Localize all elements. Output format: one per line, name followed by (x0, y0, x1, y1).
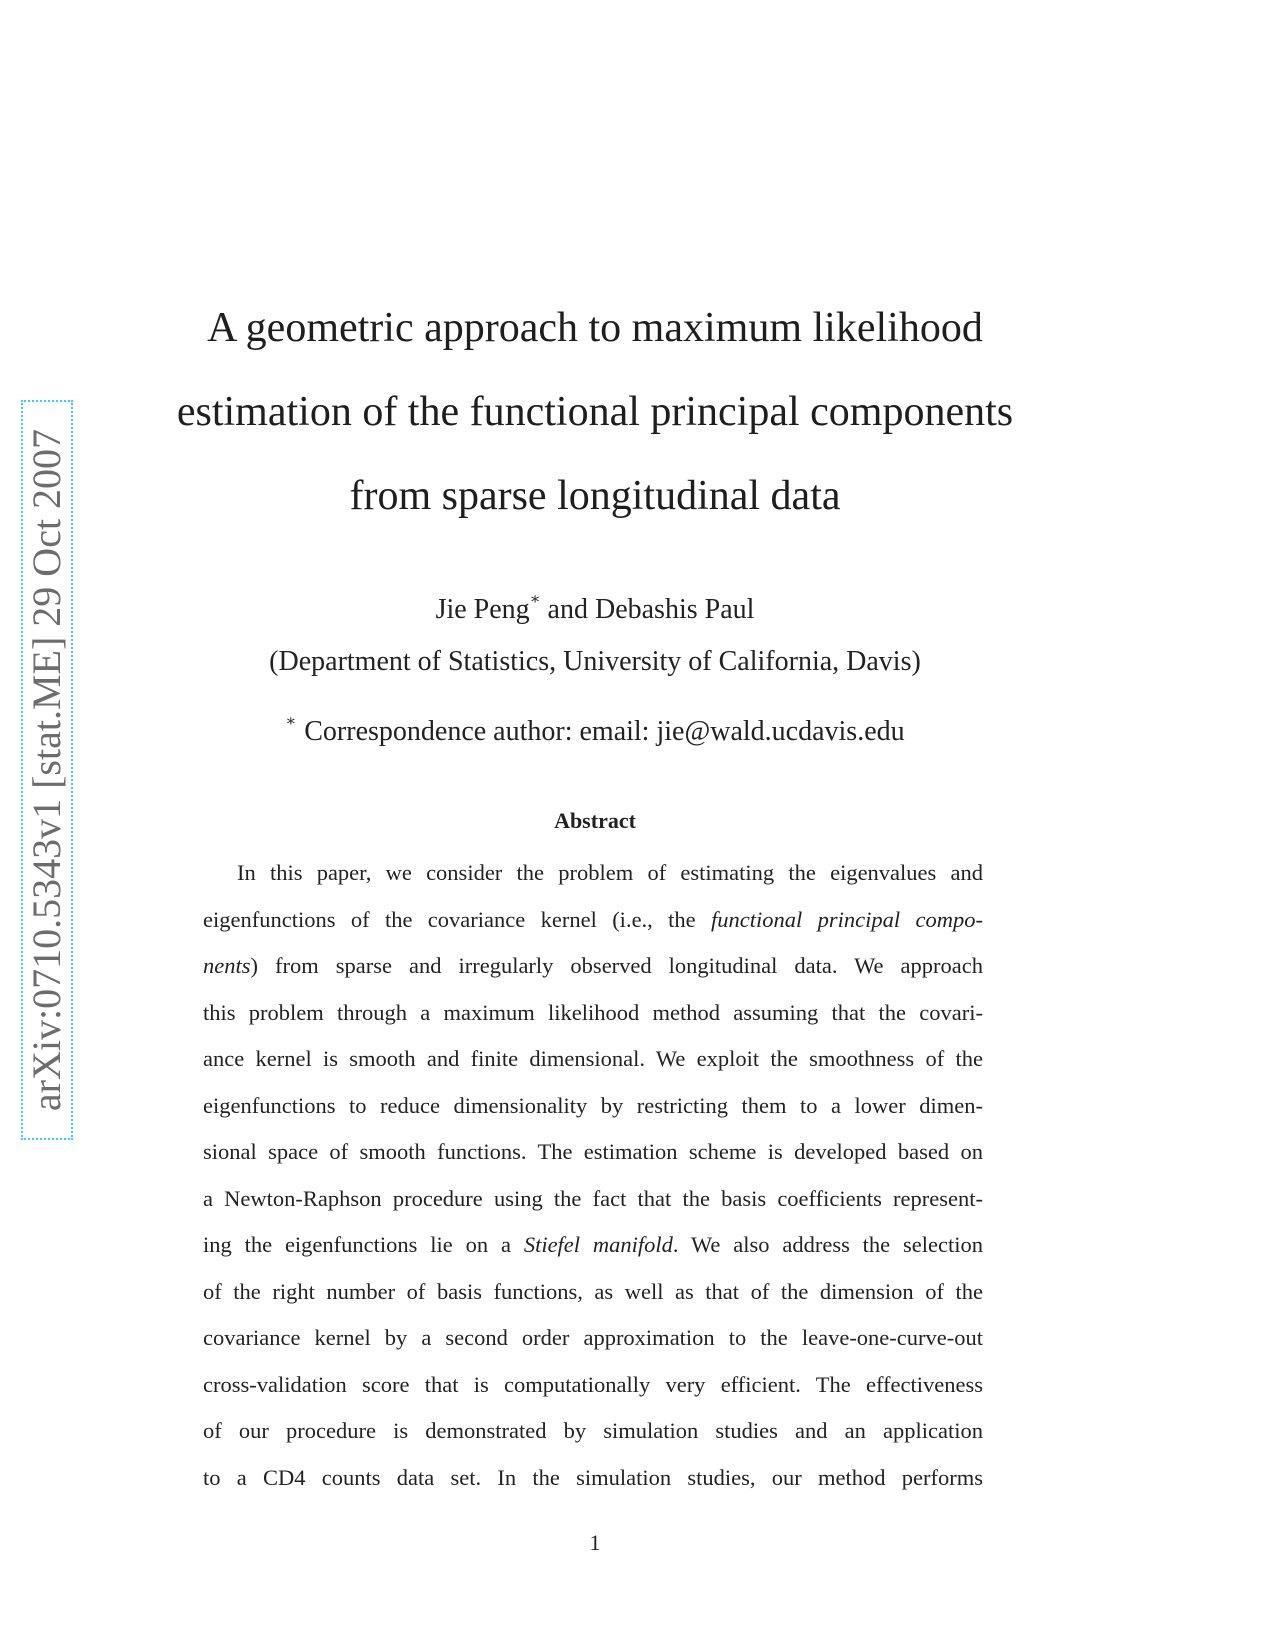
abstract-line (203, 943, 983, 990)
abstract-line (203, 897, 983, 944)
abstract-line (203, 1455, 983, 1502)
author-first: Jie Peng (435, 594, 530, 625)
abstract-emphasis: nents (203, 953, 251, 978)
abstract-line (203, 1176, 983, 1223)
abstract-text: this problem through a maximum likelihood method assuming that the covari- (203, 999, 983, 1025)
abstract-text: eigenfunctions of the covariance kernel (i.e., the (203, 906, 712, 932)
abstract-text: ) from sparse and irregularly observed longitudinal data. We approach (250, 953, 983, 978)
abstract-line (203, 1362, 983, 1409)
abstract-text: . We also address the selection (672, 1232, 983, 1257)
abstract-line (203, 1222, 983, 1269)
abstract-emphasis: Stiefel manifold (523, 1232, 673, 1257)
abstract-text: of our procedure is demonstrated by simulation studies and an application (203, 1418, 983, 1443)
abstract-text: covariance kernel by a second order approximation to the leave-one-curve-out (203, 1325, 983, 1350)
abstract-line (203, 1315, 983, 1362)
correspondence-text: Correspondence author: email: jie@wald.ucdavis.edu (304, 716, 905, 747)
abstract-line (203, 1036, 983, 1083)
abstract-text: ing the eigenfunctions lie on a (203, 1232, 524, 1257)
page-number: 1 (589, 1530, 601, 1555)
abstract-emphasis: functional principal compo- (711, 906, 983, 932)
title-line-1: A geometric approach to maximum likelihood (207, 305, 983, 351)
abstract-text: ance kernel is smooth and finite dimensional. We exploit the smoothness of the (203, 1046, 983, 1071)
author-connector: and (540, 594, 595, 625)
title-line-3: from sparse longitudinal data (349, 473, 841, 519)
abstract-line (203, 990, 983, 1037)
abstract-text: eigenfunctions to reduce dimensionality by restricting them to a lower dimen- (203, 1092, 983, 1118)
author-footnote-marker: ∗ (529, 591, 541, 608)
abstract-text: sional space of smooth functions. The estimation scheme is developed based on (203, 1139, 983, 1164)
paper-title (150, 286, 1040, 538)
abstract-heading: Abstract (554, 808, 636, 833)
abstract-line (203, 1129, 983, 1176)
title-line-2: estimation of the functional principal components (176, 389, 1014, 435)
abstract-text: cross-validation score that is computationally very efficient. The effectiveness (203, 1371, 983, 1397)
abstract-line (203, 1083, 983, 1130)
author-second: Debashis Paul (594, 594, 755, 625)
abstract-text: In this paper, we consider the problem of estimating the eigenvalues and (237, 860, 983, 885)
affiliation: (Department of Statistics, University of California, Davis) (269, 646, 921, 677)
abstract-line (203, 1269, 983, 1316)
arxiv-stamp (21, 400, 73, 1140)
authors (150, 582, 1040, 628)
abstract-line (203, 850, 983, 897)
abstract-body (203, 850, 983, 1501)
abstract-line (203, 1408, 983, 1455)
correspondence-marker: ∗ (285, 713, 297, 730)
correspondence (150, 704, 1040, 750)
abstract-text: to a CD4 counts data set. In the simulation studies, our method performs (203, 1464, 983, 1490)
abstract-text: a Newton-Raphson procedure using the fact that the basis coefficients represent- (203, 1185, 983, 1211)
abstract-text: of the right number of basis functions, as well as that of the dimension of the (203, 1278, 983, 1304)
arxiv-identifier: arXiv:0710.5343v1 [stat.ME] 29 Oct 2007 (24, 428, 69, 1112)
